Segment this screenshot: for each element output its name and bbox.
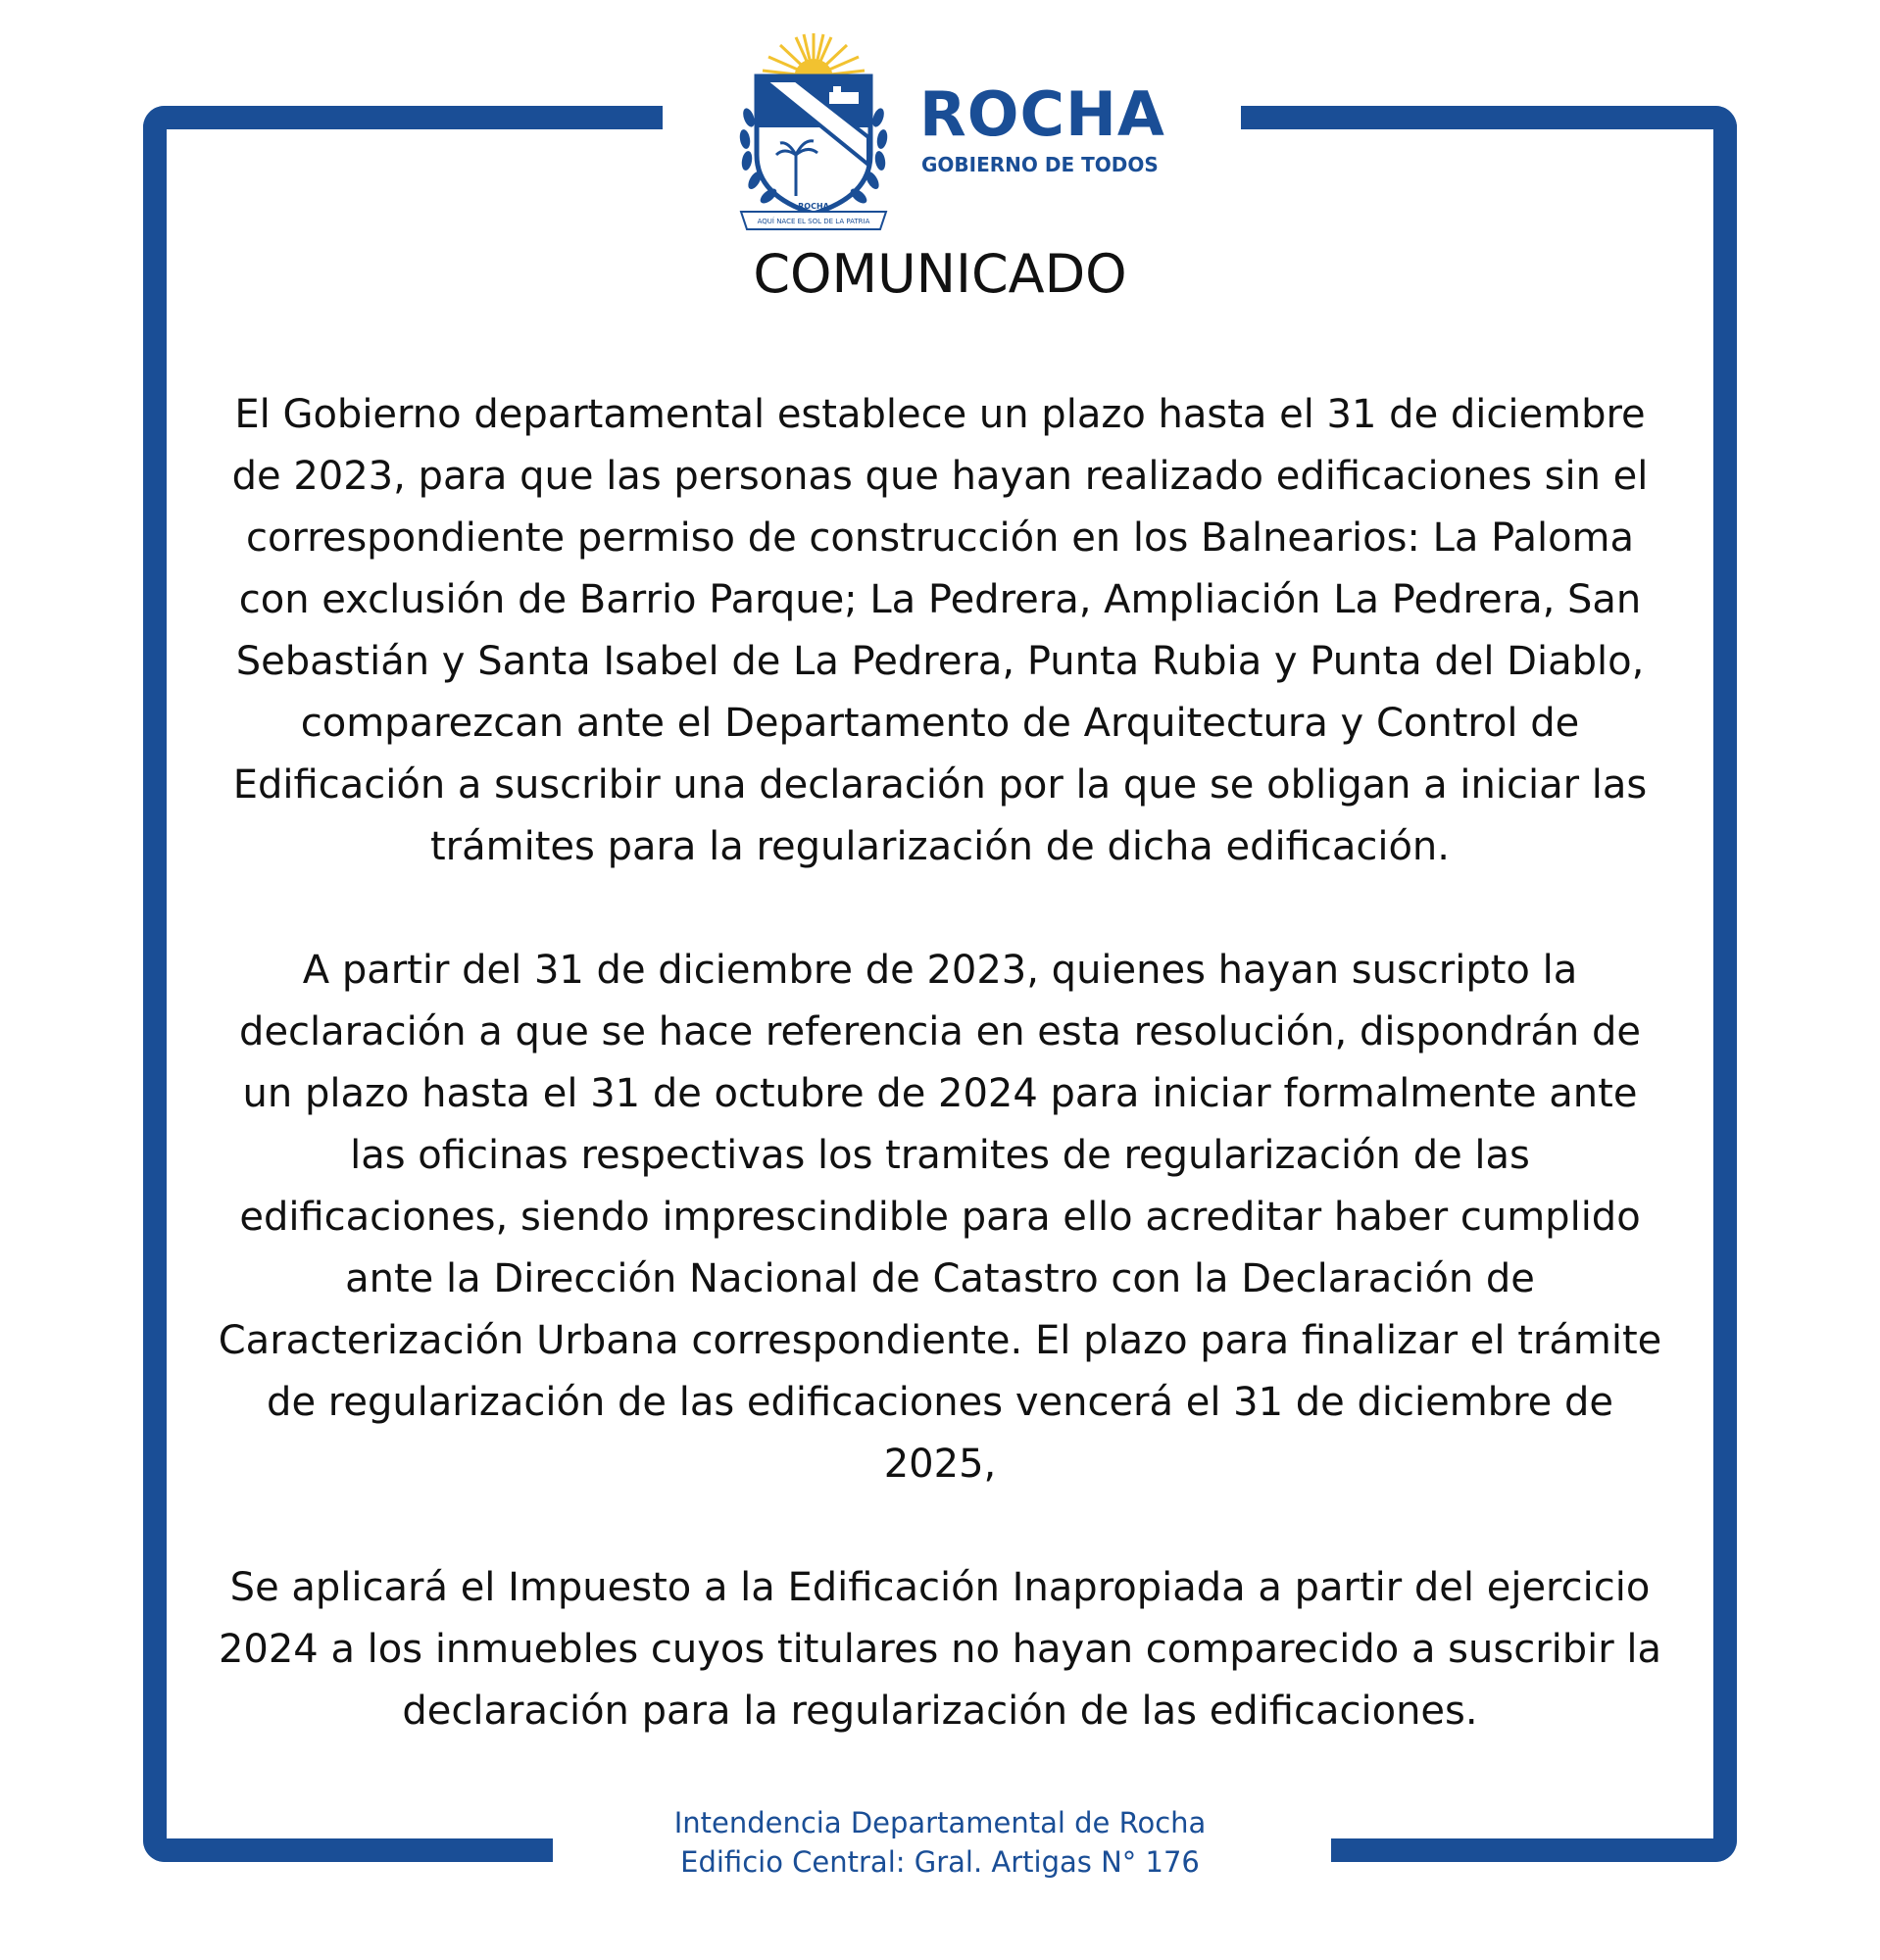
brand-name: ROCHA bbox=[919, 78, 1165, 150]
footer-line-2: Edificio Central: Gral. Artigas N° 176 bbox=[680, 1845, 1200, 1879]
document-title: COMUNICADO bbox=[753, 243, 1127, 305]
brand-tagline: GOBIERNO DE TODOS bbox=[921, 153, 1159, 176]
brand-header bbox=[735, 29, 1176, 245]
crest-ribbon-text: AQUÍ NACE EL SOL DE LA PATRIA bbox=[757, 218, 870, 225]
footer-address bbox=[0, 1803, 1880, 1882]
paragraph-1: El Gobierno departamental establece un plazo hasta el 31 de diciembre de 2023, para que las personas que hayan realizado edificaciones sin el correspondiente permiso de construcción en los Balnearios: La Paloma con exclusión de Barrio Parque; La Pedrera, Ampliación La Pedrera, San Sebastián y Santa Isabel de La Pedrera, Punta Rubia y Punta del Diablo, comparezcan ante el Departamento de Arquitectura y Control de Edificación a suscribir una declaración por la que se obligan a iniciar las trámites para la regularización de dicha edificación. bbox=[231, 392, 1649, 869]
frame-top-right-line bbox=[1241, 106, 1704, 129]
paragraph-3: Se aplicará el Impuesto a la Edificación Inapropiada a partir del ejercicio 2024 a los inmuebles cuyos titulares no hayan comparecido a suscribir la declaración para la regularización de las edificaciones. bbox=[218, 1565, 1662, 1734]
footer-line-1: Intendencia Departamental de Rocha bbox=[673, 1806, 1207, 1839]
paragraph-2: A partir del 31 de diciembre de 2023, quienes hayan suscripto la declaración a que se hace referencia en esta resolución, dispondrán de un plazo hasta el 31 de octubre de 2024 para iniciar formalmente ante las oficinas respectivas los tramites de regularización de las edificaciones, siendo imprescindible para ello acreditar haber cumplido ante la Dirección Nacional de Catastro con la Declaración de Caracterización Urbana correspondiente. El plazo para finalizar el trámite de regularización de las edificaciones vencerá el 31 de diciembre de 2025, bbox=[218, 948, 1662, 1487]
document-body bbox=[211, 384, 1669, 1804]
rocha-crest-logo bbox=[735, 29, 892, 235]
frame-left-line bbox=[143, 147, 167, 1833]
frame-top-left-line bbox=[186, 106, 663, 129]
frame-right-line bbox=[1713, 147, 1737, 1833]
crest-name-text: ROCHA bbox=[798, 202, 829, 211]
